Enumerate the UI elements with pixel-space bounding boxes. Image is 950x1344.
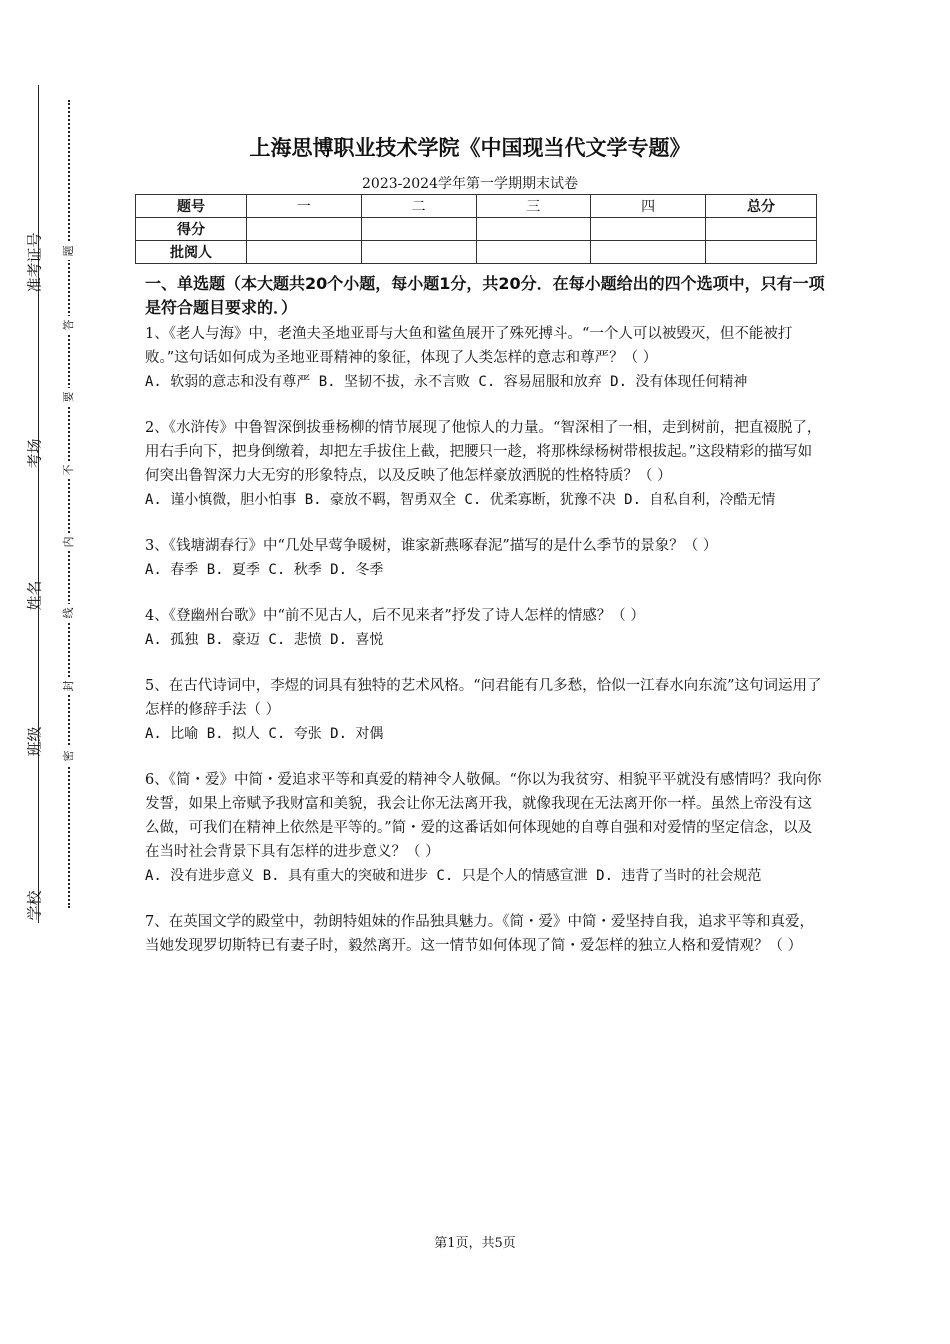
question-stem: 1、《老人与海》中，老渔夫圣地亚哥与大鱼和鲨鱼展开了殊死搏斗。“一个人可以被毁灭，但不能被打败。”这句话如何成为圣地亚哥精神的象征，体现了人类怎样的意志和尊严？（ ） xyxy=(145,326,793,366)
question-options: A. 孤独 B. 豪迈 C. 悲愤 D. 喜悦 xyxy=(145,632,384,648)
question-3 xyxy=(145,534,825,582)
section-heading: 一、单选题（本大题共20个小题，每小题1分，共20分．在每小题给出的四个选项中，只有一项是符合题目要求的．） xyxy=(145,274,825,317)
score-table-header: 三 xyxy=(476,195,591,218)
score-table-header: 一 xyxy=(247,195,362,218)
seal-char: 题 xyxy=(61,242,77,260)
question-options: A. 没有进步意义 B. 具有重大的突破和进步 C. 只是个人的情感宣泄 D. 违背了当时的社会规范 xyxy=(145,868,762,884)
question-1 xyxy=(145,322,825,394)
seal-char: 要 xyxy=(61,388,77,406)
seal-char: 答 xyxy=(61,316,77,334)
question-options: A. 软弱的意志和没有尊严 B. 坚韧不拔，永不言败 C. 容易屈服和放弃 D. 没有体现任何精神 xyxy=(145,374,748,390)
binding-line xyxy=(38,85,39,923)
score-table-header: 总分 xyxy=(706,195,817,218)
grader-cell[interactable] xyxy=(591,241,706,264)
seal-char: 内 xyxy=(61,533,77,551)
score-cell[interactable] xyxy=(706,218,817,241)
seal-dotted-line xyxy=(68,100,70,908)
question-5 xyxy=(145,674,825,746)
binding-label-name: 姓名 xyxy=(25,580,44,611)
question-stem: 6、《简・爱》中简・爱追求平等和真爱的精神令人敬佩。“你以为我贫穷、相貌平平就没有感情吗？我向你发誓，如果上帝赋予我财富和美貌，我会让你无法离开我，就像我现在无法离开你一样。虽然上帝没有这么做，可我们在精神上依然是平等的。”简・爱的这番话如何体现她的自尊自强和对爱情的坚定信念，以及在当时社会背景下具有怎样的进步意义？（ ） xyxy=(145,772,822,860)
score-table-row xyxy=(136,218,817,241)
score-table-header-row xyxy=(136,195,817,218)
grader-cell[interactable] xyxy=(361,241,476,264)
question-4 xyxy=(145,604,825,652)
question-stem: 2、《水浒传》中鲁智深倒拔垂杨柳的情节展现了他惊人的力量。“智深相了一相，走到树前，把直裰脱了，用右手向下，把身倒缴着，却把左手拔住上截，把腰只一趁，将那株绿杨树带根拔起。”这段精彩的描写如何突出鲁智深力大无穷的形象特点，以及反映了他怎样豪放洒脱的性格特质？（ ） xyxy=(145,420,822,484)
score-table-header: 题号 xyxy=(136,195,247,218)
binding-label-school: 学校 xyxy=(25,890,44,921)
score-table xyxy=(135,194,817,264)
grader-cell[interactable] xyxy=(476,241,591,264)
binding-label-class: 班级 xyxy=(25,726,44,757)
question-7 xyxy=(145,910,825,958)
seal-char: 密 xyxy=(61,747,77,765)
score-cell[interactable] xyxy=(591,218,706,241)
seal-char: 封 xyxy=(61,677,77,695)
question-stem: 5、在古代诗词中，李煜的词具有独特的艺术风格。“问君能有几多愁，恰似一江春水向东流”这句词运用了怎样的修辞手法（ ） xyxy=(145,678,822,718)
page-footer: 第1页，共5页 xyxy=(434,1236,516,1251)
seal-char: 线 xyxy=(61,604,77,622)
binding-label-exam-room: 考场 xyxy=(25,438,44,469)
grader-cell[interactable] xyxy=(706,241,817,264)
question-2 xyxy=(145,416,825,512)
question-section xyxy=(145,272,825,980)
grader-cell[interactable] xyxy=(247,241,362,264)
binding-label-exam-number: 准考证号 xyxy=(25,232,44,293)
seal-char: 不 xyxy=(61,461,77,479)
question-stem: 4、《登幽州台歌》中“前不见古人，后不见来者”抒发了诗人怎样的情感？（ ） xyxy=(145,608,645,624)
score-cell[interactable] xyxy=(247,218,362,241)
question-6 xyxy=(145,768,825,888)
question-options: A. 比喻 B. 拟人 C. 夸张 D. 对偶 xyxy=(145,726,384,742)
question-options: A. 谨小慎微，胆小怕事 B. 豪放不羁，智勇双全 C. 优柔寡断，犹豫不决 D. 自私自利，冷酷无情 xyxy=(145,492,776,508)
score-table-header: 四 xyxy=(591,195,706,218)
score-table-row-label: 得分 xyxy=(136,218,247,241)
question-stem: 7、在英国文学的殿堂中，勃朗特姐妹的作品独具魅力。《简・爱》中简・爱坚持自我，追求平等和真爱，当她发现罗切斯特已有妻子时，毅然离开。这一情节如何体现了简・爱怎样的独立人格和爱情观？（ ） xyxy=(145,914,814,954)
score-table-row-label: 批阅人 xyxy=(136,241,247,264)
score-table-header: 二 xyxy=(361,195,476,218)
question-stem: 3、《钱塘湖春行》中“几处早莺争暖树，谁家新燕啄春泥”描写的是什么季节的景象？（ ） xyxy=(145,538,718,554)
exam-title: 上海思博职业技术学院《中国现当代文学专题》 xyxy=(249,136,691,160)
score-cell[interactable] xyxy=(361,218,476,241)
score-cell[interactable] xyxy=(476,218,591,241)
exam-subtitle: 2023-2024学年第一学期期末试卷 xyxy=(362,176,578,192)
score-table-row xyxy=(136,241,817,264)
question-options: A. 春季 B. 夏季 C. 秋季 D. 冬季 xyxy=(145,562,384,578)
